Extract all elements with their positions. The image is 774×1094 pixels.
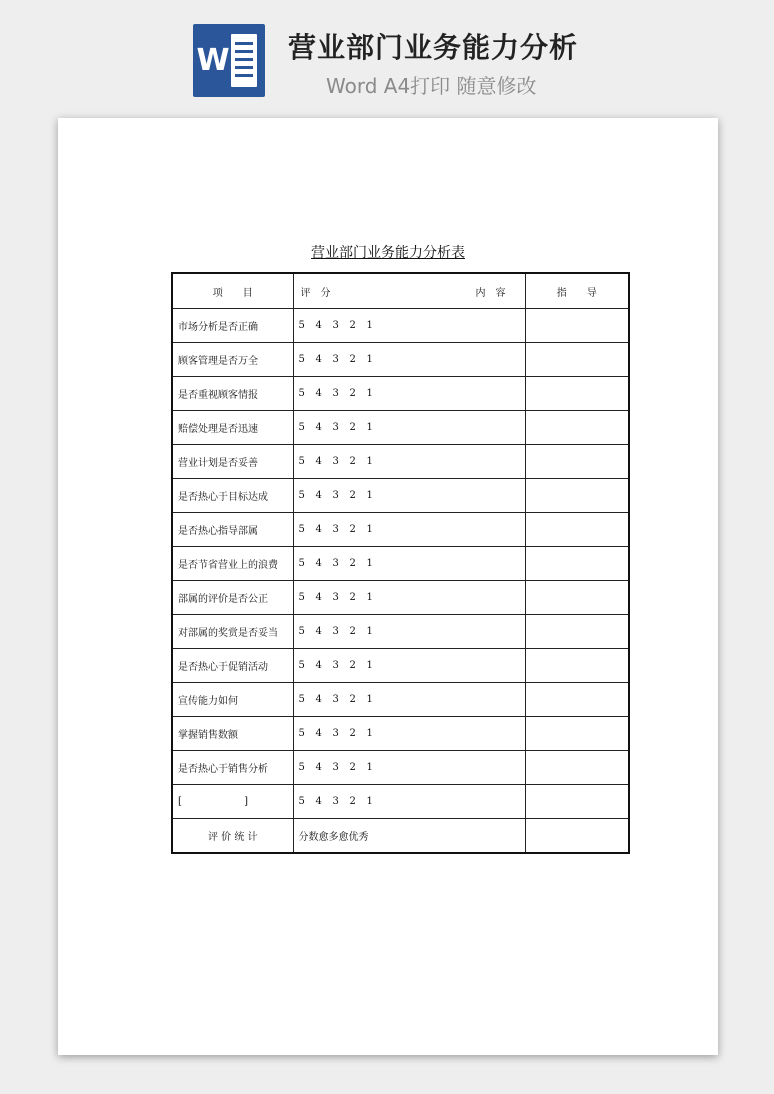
watermark	[88, 449, 118, 482]
score-value: 1	[366, 456, 373, 467]
score-value: 5	[298, 422, 305, 433]
table-row	[172, 581, 629, 615]
word-icon-page	[231, 34, 257, 87]
table-row	[172, 479, 629, 513]
row-item: 市场分析是否正确	[172, 309, 293, 343]
row-guide[interactable]	[525, 785, 629, 819]
score-cell	[293, 479, 525, 513]
header-guide: 指 导	[525, 273, 629, 309]
score-value: 2	[349, 388, 356, 399]
word-icon-line	[235, 58, 253, 61]
table-row	[172, 615, 629, 649]
row-guide[interactable]	[525, 683, 629, 717]
row-item: 赔偿处理是否迅速	[172, 411, 293, 445]
document-title	[58, 242, 718, 262]
word-icon-line	[235, 66, 253, 69]
row-guide[interactable]	[525, 581, 629, 615]
score-value: 5	[298, 762, 305, 773]
score-value: 3	[332, 558, 339, 569]
score-value: 2	[349, 660, 356, 671]
score-value: 5	[298, 694, 305, 705]
score-value: 1	[366, 422, 373, 433]
score-value: 4	[315, 354, 322, 365]
row-item: 掌握销售数额	[172, 717, 293, 751]
score-value: 5	[298, 728, 305, 739]
score-cell	[293, 309, 525, 343]
score-value: 4	[315, 626, 322, 637]
score-value: 4	[315, 694, 322, 705]
left-bracket: [	[178, 796, 182, 807]
row-guide[interactable]	[525, 513, 629, 547]
score-value: 5	[298, 524, 305, 535]
table-row	[172, 309, 629, 343]
score-value: 1	[366, 320, 373, 331]
score-value: 5	[298, 592, 305, 603]
score-value: 3	[332, 592, 339, 603]
score-value: 5	[298, 456, 305, 467]
score-value: 3	[332, 524, 339, 535]
score-value: 1	[366, 694, 373, 705]
document-title-text: 营业部门业务能力分析表	[311, 245, 465, 261]
score-value: 3	[332, 762, 339, 773]
row-item: 部属的评价是否公正	[172, 581, 293, 615]
score-value: 4	[315, 388, 322, 399]
score-value: 1	[366, 354, 373, 365]
score-cell	[293, 445, 525, 479]
row-item: 营业计划是否妥善	[172, 445, 293, 479]
row-guide[interactable]	[525, 309, 629, 343]
row-guide[interactable]	[525, 547, 629, 581]
table-row	[172, 445, 629, 479]
row-guide[interactable]	[525, 751, 629, 785]
score-value: 3	[332, 796, 339, 807]
table-row-summary	[172, 819, 629, 854]
score-value: 3	[332, 456, 339, 467]
score-value: 5	[298, 320, 305, 331]
score-cell	[293, 683, 525, 717]
right-bracket: ]	[244, 796, 248, 807]
score-value: 4	[315, 456, 322, 467]
row-item: 是否重视顾客情报	[172, 377, 293, 411]
score-value: 5	[298, 558, 305, 569]
score-value: 2	[349, 320, 356, 331]
score-value: 5	[298, 490, 305, 501]
score-value: 1	[366, 388, 373, 399]
header-content: 内 容	[475, 287, 506, 299]
score-cell	[293, 649, 525, 683]
score-cell	[293, 751, 525, 785]
table-row	[172, 649, 629, 683]
score-cell	[293, 717, 525, 751]
table-row	[172, 377, 629, 411]
word-icon-line	[235, 42, 253, 45]
score-value: 3	[332, 694, 339, 705]
score-value: 3	[332, 660, 339, 671]
score-value: 1	[366, 728, 373, 739]
score-value: 2	[349, 592, 356, 603]
table-row	[172, 717, 629, 751]
score-value: 3	[332, 490, 339, 501]
score-value: 1	[366, 660, 373, 671]
table-header-row	[172, 273, 629, 309]
row-item: 对部属的奖赏是否妥当	[172, 615, 293, 649]
score-value: 3	[332, 354, 339, 365]
score-value: 2	[349, 626, 356, 637]
summary-guide[interactable]	[525, 819, 629, 854]
score-value: 4	[315, 320, 322, 331]
score-value: 5	[298, 354, 305, 365]
score-cell	[293, 615, 525, 649]
score-value: 5	[298, 796, 305, 807]
score-value: 4	[315, 728, 322, 739]
table-row	[172, 751, 629, 785]
row-guide[interactable]	[525, 343, 629, 377]
score-value: 4	[315, 558, 322, 569]
score-value: 2	[349, 354, 356, 365]
row-guide[interactable]	[525, 445, 629, 479]
score-value: 2	[349, 694, 356, 705]
score-value: 1	[366, 796, 373, 807]
word-icon-line	[235, 74, 253, 77]
row-guide[interactable]	[525, 377, 629, 411]
score-value: 4	[315, 524, 322, 535]
score-value: 2	[349, 796, 356, 807]
row-item: 顾客管理是否万全	[172, 343, 293, 377]
row-item: 是否热心指导部属	[172, 513, 293, 547]
score-value: 2	[349, 456, 356, 467]
score-value: 3	[332, 422, 339, 433]
word-icon-line	[235, 50, 253, 53]
row-item: 是否热心于目标达成	[172, 479, 293, 513]
table-row-blank	[172, 785, 629, 819]
row-item-blank[interactable]	[172, 785, 293, 819]
score-value: 2	[349, 762, 356, 773]
score-value: 4	[315, 422, 322, 433]
table-row	[172, 343, 629, 377]
score-value: 5	[298, 388, 305, 399]
score-value: 4	[315, 796, 322, 807]
row-guide[interactable]	[525, 479, 629, 513]
score-value: 4	[315, 592, 322, 603]
table-row	[172, 547, 629, 581]
word-icon	[193, 24, 265, 97]
row-guide[interactable]	[525, 649, 629, 683]
row-guide[interactable]	[525, 717, 629, 751]
evaluation-table	[171, 272, 630, 854]
score-value: 1	[366, 524, 373, 535]
row-item: 宣传能力如何	[172, 683, 293, 717]
row-item: 是否热心于促销活动	[172, 649, 293, 683]
row-item: 是否节省营业上的浪费	[172, 547, 293, 581]
score-cell	[293, 785, 525, 819]
score-value: 3	[332, 728, 339, 739]
banner-title: 营业部门业务能力分析	[288, 31, 579, 64]
summary-note: 分数愈多愈优秀	[293, 819, 525, 854]
score-value: 3	[332, 626, 339, 637]
row-guide[interactable]	[525, 615, 629, 649]
score-value: 1	[366, 558, 373, 569]
table-row	[172, 683, 629, 717]
score-value: 1	[366, 762, 373, 773]
header-score-content	[293, 273, 525, 309]
table-row	[172, 411, 629, 445]
banner-subtitle: Word A4打印 随意修改	[326, 74, 537, 98]
row-item: 是否热心于销售分析	[172, 751, 293, 785]
header-score: 评 分	[300, 287, 331, 299]
score-value: 1	[366, 490, 373, 501]
document-page	[58, 118, 718, 1055]
row-guide[interactable]	[525, 411, 629, 445]
score-value: 1	[366, 626, 373, 637]
score-value: 2	[349, 524, 356, 535]
score-cell	[293, 343, 525, 377]
score-cell	[293, 547, 525, 581]
score-value: 3	[332, 320, 339, 331]
word-icon-letter: W	[196, 43, 230, 78]
score-cell	[293, 581, 525, 615]
score-value: 1	[366, 592, 373, 603]
score-value: 2	[349, 490, 356, 501]
score-value: 5	[298, 660, 305, 671]
score-value: 4	[315, 660, 322, 671]
summary-label: 评 价 统 计	[172, 819, 293, 854]
header-item: 项 目	[172, 273, 293, 309]
score-value: 5	[298, 626, 305, 637]
score-value: 4	[315, 490, 322, 501]
table-row	[172, 513, 629, 547]
score-value: 2	[349, 558, 356, 569]
score-value: 4	[315, 762, 322, 773]
score-cell	[293, 411, 525, 445]
score-value: 2	[349, 728, 356, 739]
score-cell	[293, 513, 525, 547]
score-value: 3	[332, 388, 339, 399]
score-cell	[293, 377, 525, 411]
banner	[0, 0, 774, 110]
score-value: 2	[349, 422, 356, 433]
